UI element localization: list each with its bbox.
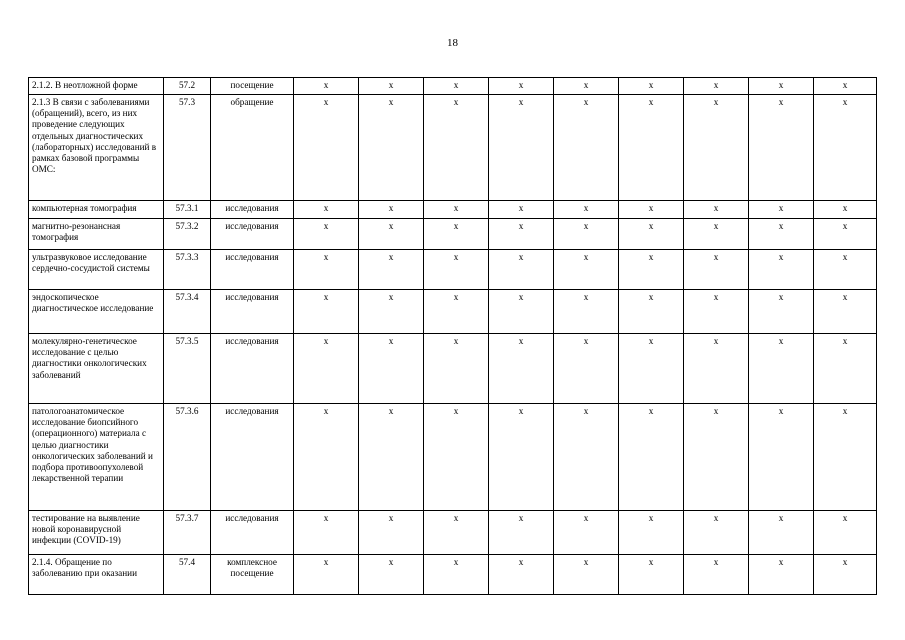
value-cell: х	[554, 78, 619, 95]
row-code-cell: 57.3.2	[164, 219, 211, 250]
table-body	[29, 78, 877, 595]
row-unit-cell: исследования	[211, 404, 294, 511]
value-cell: х	[619, 78, 684, 95]
value-cell: х	[814, 78, 877, 95]
row-name-cell: компьютерная томография	[29, 201, 164, 219]
row-code-cell: 57.3.1	[164, 201, 211, 219]
value-cell: х	[814, 219, 877, 250]
value-cell: х	[294, 250, 359, 290]
value-cell: х	[359, 201, 424, 219]
value-cell: х	[749, 334, 814, 404]
value-cell: х	[359, 290, 424, 334]
value-cell: х	[814, 404, 877, 511]
value-cell: х	[749, 201, 814, 219]
value-cell: х	[749, 78, 814, 95]
value-cell: х	[294, 334, 359, 404]
value-cell: х	[489, 555, 554, 595]
value-cell: х	[554, 290, 619, 334]
value-cell: х	[619, 290, 684, 334]
value-cell: х	[749, 290, 814, 334]
value-cell: х	[684, 201, 749, 219]
value-cell: х	[359, 95, 424, 201]
value-cell: х	[424, 290, 489, 334]
value-cell: х	[294, 511, 359, 555]
row-code-cell: 57.2	[164, 78, 211, 95]
value-cell: х	[489, 95, 554, 201]
page-number: 18	[447, 37, 458, 49]
value-cell: х	[814, 555, 877, 595]
row-name-cell: 2.1.2. В неотложной форме	[29, 78, 164, 95]
row-unit-cell: исследования	[211, 290, 294, 334]
value-cell: х	[554, 511, 619, 555]
row-code-cell: 57.3.6	[164, 404, 211, 511]
value-cell: х	[684, 250, 749, 290]
value-cell: х	[749, 250, 814, 290]
table-row	[29, 334, 877, 404]
table-row	[29, 404, 877, 511]
row-code-cell: 57.3.7	[164, 511, 211, 555]
row-name-cell: ультразвуковое исследование сердечно-сосудистой системы	[29, 250, 164, 290]
value-cell: х	[359, 250, 424, 290]
value-cell: х	[684, 95, 749, 201]
value-cell: х	[749, 555, 814, 595]
value-cell: х	[424, 78, 489, 95]
value-cell: х	[294, 404, 359, 511]
value-cell: х	[359, 219, 424, 250]
value-cell: х	[684, 555, 749, 595]
value-cell: х	[359, 555, 424, 595]
row-code-cell: 57.4	[164, 555, 211, 595]
value-cell: х	[684, 78, 749, 95]
table-row	[29, 250, 877, 290]
row-unit-cell: исследования	[211, 334, 294, 404]
row-code-cell: 57.3	[164, 95, 211, 201]
value-cell: х	[684, 334, 749, 404]
value-cell: х	[749, 404, 814, 511]
value-cell: х	[489, 404, 554, 511]
value-cell: х	[684, 219, 749, 250]
table-row	[29, 78, 877, 95]
table-row	[29, 511, 877, 555]
table-row	[29, 95, 877, 201]
value-cell: х	[359, 511, 424, 555]
row-unit-cell: обращение	[211, 95, 294, 201]
table-row	[29, 201, 877, 219]
value-cell: х	[294, 201, 359, 219]
value-cell: х	[424, 95, 489, 201]
value-cell: х	[554, 95, 619, 201]
row-name-cell: 2.1.4. Обращение по заболеванию при оказании	[29, 555, 164, 595]
row-name-cell: 2.1.3 В связи с заболеваниями (обращений), всего, из них проведение следующих отдельных диагностических (лабораторных) исследований в рамках базовой программы ОМС:	[29, 95, 164, 201]
value-cell: х	[294, 555, 359, 595]
value-cell: х	[749, 511, 814, 555]
row-unit-cell: исследования	[211, 511, 294, 555]
value-cell: х	[554, 334, 619, 404]
value-cell: х	[619, 95, 684, 201]
value-cell: х	[424, 334, 489, 404]
value-cell: х	[294, 290, 359, 334]
value-cell: х	[619, 250, 684, 290]
value-cell: х	[489, 290, 554, 334]
table-row	[29, 555, 877, 595]
value-cell: х	[619, 219, 684, 250]
value-cell: х	[359, 334, 424, 404]
value-cell: х	[424, 555, 489, 595]
value-cell: х	[749, 219, 814, 250]
value-cell: х	[814, 334, 877, 404]
row-unit-cell: посещение	[211, 78, 294, 95]
value-cell: х	[489, 201, 554, 219]
value-cell: х	[554, 201, 619, 219]
value-cell: х	[554, 404, 619, 511]
row-name-cell: магнитно-резонансная томография	[29, 219, 164, 250]
row-name-cell: молекулярно-генетическое исследование с целью диагностики онкологических заболеваний	[29, 334, 164, 404]
value-cell: х	[619, 334, 684, 404]
row-name-cell: тестирование на выявление новой коронавирусной инфекции (COVID-19)	[29, 511, 164, 555]
value-cell: х	[619, 555, 684, 595]
value-cell: х	[619, 404, 684, 511]
row-unit-cell: исследования	[211, 201, 294, 219]
value-cell: х	[684, 404, 749, 511]
data-table	[28, 77, 877, 595]
value-cell: х	[424, 219, 489, 250]
value-cell: х	[814, 95, 877, 201]
value-cell: х	[749, 95, 814, 201]
value-cell: х	[814, 250, 877, 290]
value-cell: х	[684, 511, 749, 555]
row-name-cell: эндоскопическое диагностическое исследование	[29, 290, 164, 334]
value-cell: х	[489, 219, 554, 250]
value-cell: х	[359, 404, 424, 511]
value-cell: х	[489, 334, 554, 404]
value-cell: х	[554, 219, 619, 250]
value-cell: х	[489, 511, 554, 555]
value-cell: х	[619, 511, 684, 555]
value-cell: х	[294, 95, 359, 201]
value-cell: х	[814, 201, 877, 219]
row-code-cell: 57.3.5	[164, 334, 211, 404]
value-cell: х	[554, 250, 619, 290]
value-cell: х	[359, 78, 424, 95]
value-cell: х	[294, 78, 359, 95]
table-row	[29, 219, 877, 250]
value-cell: х	[684, 290, 749, 334]
value-cell: х	[619, 201, 684, 219]
row-unit-cell: исследования	[211, 250, 294, 290]
value-cell: х	[554, 555, 619, 595]
row-name-cell: патологоанатомическое исследование биопсийного (операционного) материала с целью диагностики онкологических заболеваний и подбора противоопухолевой лекарственной терапии	[29, 404, 164, 511]
row-unit-cell: исследования	[211, 219, 294, 250]
value-cell: х	[489, 250, 554, 290]
value-cell: х	[814, 290, 877, 334]
value-cell: х	[424, 404, 489, 511]
value-cell: х	[424, 250, 489, 290]
row-unit-cell: комплексное посещение	[211, 555, 294, 595]
value-cell: х	[814, 511, 877, 555]
value-cell: х	[424, 511, 489, 555]
row-code-cell: 57.3.3	[164, 250, 211, 290]
table-row	[29, 290, 877, 334]
row-code-cell: 57.3.4	[164, 290, 211, 334]
value-cell: х	[424, 201, 489, 219]
value-cell: х	[489, 78, 554, 95]
value-cell: х	[294, 219, 359, 250]
